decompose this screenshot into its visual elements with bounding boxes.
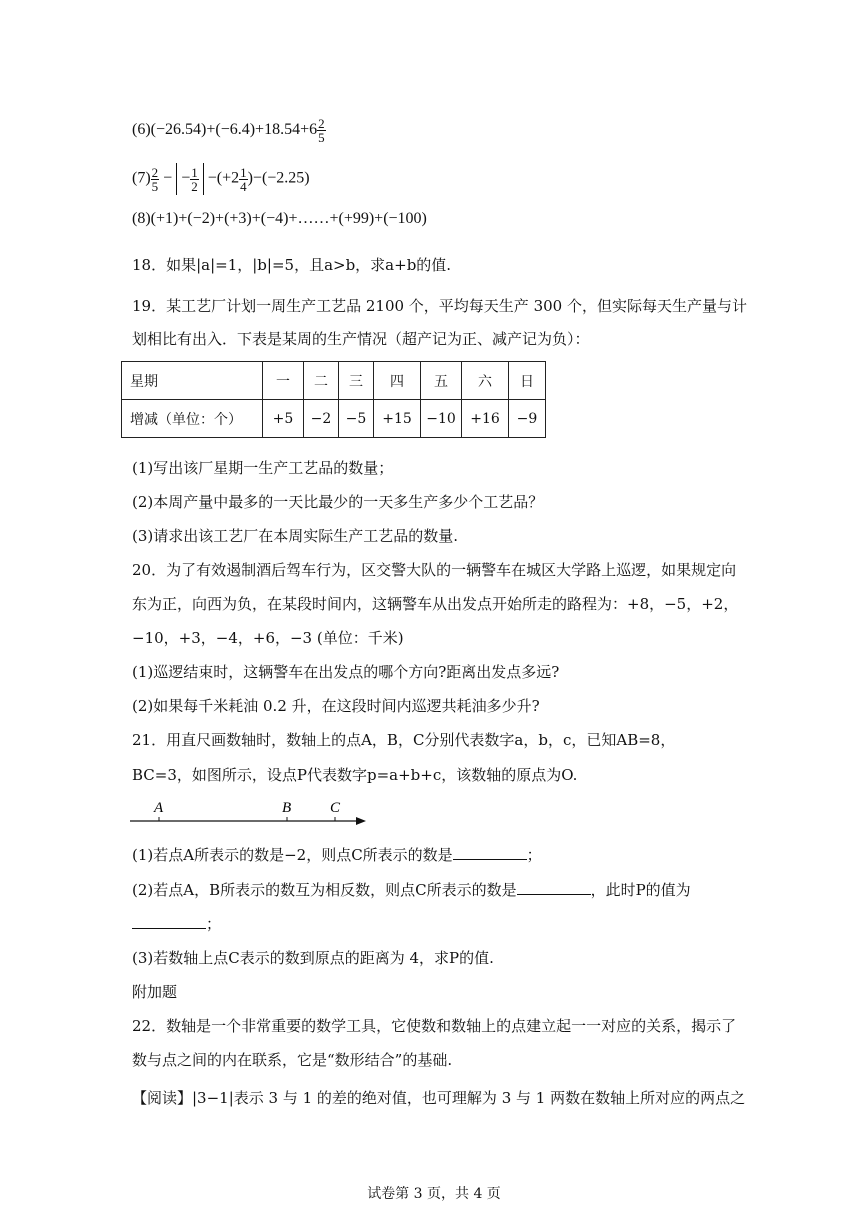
- question-21-sub2-text: (2)若点A，B所表示的数互为相反数，则点C所表示的数是: [132, 881, 517, 899]
- question-21-sub1-end: ；: [526, 846, 542, 864]
- table-cell: +16: [462, 400, 509, 438]
- fraction: [151, 166, 160, 193]
- fraction: [190, 166, 199, 193]
- fraction: [239, 166, 248, 193]
- table-row: [122, 362, 546, 400]
- table-cell: 一: [263, 362, 304, 400]
- label-a: A: [154, 800, 164, 816]
- question-19-line1: 19．某工艺厂计划一周生产工艺品 2100 个，平均每天生产 300 个，但实际每天生产量与计: [132, 297, 747, 315]
- question-19-sub2: (2)本周产量中最多的一天比最少的一天多生产多少个工艺品？: [132, 493, 544, 511]
- production-table: [121, 361, 546, 438]
- question-21-sub1: [132, 845, 542, 865]
- fraction-den: 4: [240, 178, 247, 194]
- table-header-label: 星期: [122, 362, 263, 400]
- question-20-sub2: (2)如果每千米耗油 0.2 升，在这段时间内巡逻共耗油多少升?: [132, 697, 540, 715]
- question-19-sub1: (1)写出该厂星期一生产工艺品的数量；: [132, 459, 394, 477]
- question-22-line1: 22．数轴是一个非常重要的数学工具，它使数和数轴上的点建立起一一对应的关系，揭示了: [132, 1017, 737, 1035]
- question-21-sub2-cont: [132, 914, 221, 934]
- question-21-line2: BC=3，如图所示，设点P代表数字p=a+b+c，该数轴的原点为O.: [132, 766, 578, 784]
- table-row: [122, 400, 546, 438]
- question-18: 18．如果|a|=1，|b|=5，且a>b，求a+b的值.: [132, 256, 452, 274]
- table-cell: 六: [462, 362, 509, 400]
- problem-7-minus-inner: −: [181, 169, 191, 187]
- question-21-sub2-mid: ，此时P的值为: [590, 881, 691, 899]
- table-cell: +15: [374, 400, 421, 438]
- question-19-line2: 划相比有出入．下表是某周的生产情况（超产记为正、减产记为负）：: [132, 330, 590, 348]
- problem-7-tail: )−(−2.25): [247, 169, 310, 187]
- table-cell: 五: [421, 362, 462, 400]
- problem-7-prefix: (7): [132, 169, 151, 187]
- answer-blank[interactable]: [132, 914, 206, 929]
- question-20-line3: −10，+3，−4，+6，−3 (单位：千米): [132, 629, 404, 647]
- problem-8: (8)(+1)+(−2)+(+3)+(−4)+……+(+99)+(−100): [132, 210, 427, 227]
- question-20-line1: 20．为了有效遏制酒后驾车行为，区交警大队的一辆警车在城区大学路上巡逻，如果规定向: [132, 561, 737, 579]
- fraction-den: 5: [318, 130, 325, 145]
- question-22-line3: 【阅读】|3−1|表示 3 与 1 的差的绝对值，也可理解为 3 与 1 两数在数轴上所对应的两点之: [132, 1089, 746, 1107]
- question-21-sub1-text: (1)若点A所表示的数是−2，则点C所表示的数是: [132, 846, 453, 864]
- question-20-sub1: (1)巡逻结束时，这辆警车在出发点的哪个方向?距离出发点多远?: [132, 663, 560, 681]
- answer-blank[interactable]: [517, 880, 591, 895]
- table-cell: 日: [509, 362, 546, 400]
- label-b: B: [282, 800, 292, 816]
- question-21-line1: 21．用直尺画数轴时，数轴上的点A，B，C分别代表数字a，b，c，已知AB=8，: [132, 731, 676, 749]
- fraction-den: 2: [191, 178, 198, 194]
- question-21-sub2-end: ；: [206, 915, 222, 933]
- table-row-label: 增减（单位：个）: [122, 400, 263, 438]
- label-c: C: [330, 800, 341, 816]
- question-20-line2: 东为正，向西为负，在某段时间内，这辆警车从出发点开始所走的路程为：+8，−5，+2，: [132, 595, 739, 613]
- abs-bar-right: [203, 163, 204, 195]
- bonus-title: 附加题: [132, 983, 178, 1001]
- table-cell: 四: [374, 362, 421, 400]
- fraction: [317, 117, 326, 144]
- question-21-sub2: [132, 880, 691, 900]
- number-line-diagram: [128, 797, 368, 831]
- problem-7-mid: −(+2: [207, 169, 240, 187]
- abs-bar-left: [176, 163, 177, 195]
- problem-6: [132, 117, 326, 144]
- fraction-num: 2: [151, 164, 159, 180]
- fraction-num: 2: [318, 116, 325, 131]
- table-cell: 三: [339, 362, 374, 400]
- page-footer: 试卷第 3 页，共 4 页: [367, 1186, 501, 1202]
- fraction-num: 1: [240, 164, 247, 180]
- question-21-sub3: (3)若数轴上点C表示的数到原点的距离为 4，求P的值.: [132, 949, 494, 967]
- number-line-arrow: [356, 817, 366, 825]
- table-cell: 二: [304, 362, 339, 400]
- fraction-den: 5: [151, 178, 159, 194]
- problem-6-text: (6)(−26.54)+(−6.4)+18.54+6: [132, 121, 318, 139]
- table-cell: −9: [509, 400, 546, 438]
- answer-blank[interactable]: [453, 845, 527, 860]
- problem-7-minus: −: [163, 169, 173, 187]
- question-19-sub3: (3)请求出该工艺厂在本周实际生产工艺品的数量.: [132, 527, 459, 545]
- table-cell: −5: [339, 400, 374, 438]
- fraction-num: 1: [191, 164, 198, 180]
- table-cell: −10: [421, 400, 462, 438]
- problem-7: [132, 163, 310, 195]
- table-cell: +5: [263, 400, 304, 438]
- question-22-line2: 数与点之间的内在联系，它是“数形结合”的基础.: [132, 1051, 453, 1069]
- table-cell: −2: [304, 400, 339, 438]
